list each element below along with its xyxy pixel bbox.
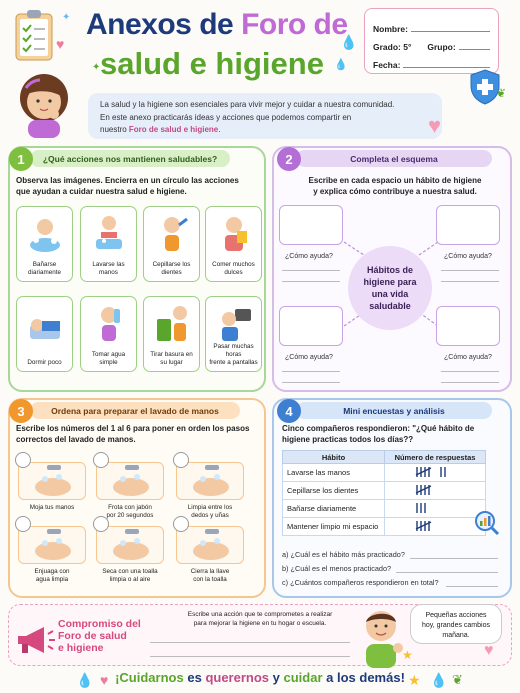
student-info-box: Nombre: Grado: 5° Grupo: Fecha:	[364, 8, 499, 74]
heart-icon: ♥	[484, 642, 494, 659]
magnifier-chart-icon	[474, 510, 500, 536]
wash-step-picture	[96, 526, 164, 564]
section3-number: 3	[9, 399, 33, 423]
drop-icon: 💧	[334, 59, 348, 71]
girl-thinking-illustration	[14, 70, 74, 138]
habit-picture	[217, 213, 251, 253]
habit-picture	[92, 213, 126, 253]
scheme-box-top-left[interactable]	[279, 205, 343, 245]
step-number-circle[interactable]	[15, 452, 31, 468]
tally-marks	[385, 500, 486, 518]
table-row: Mantener limpio mi espacio	[283, 518, 486, 536]
habit-picture	[155, 213, 189, 253]
section1-instructions: Observa las imágenes. Encierra en un círculo las acciones que ayudan a cuidar nuestra salud e higiene.	[16, 176, 239, 196]
habit-label: Comer muchos dulces	[212, 261, 255, 276]
section1-title: ¿Qué acciones nos mantienen saludables?	[30, 150, 230, 167]
sparkle-icon: ✦	[92, 62, 101, 73]
commitment-line[interactable]	[150, 642, 350, 643]
commitment-line[interactable]	[150, 656, 350, 657]
answer-line[interactable]	[441, 371, 499, 372]
table-row: Cepillarse los dientes	[283, 482, 486, 500]
habit-picture	[28, 303, 62, 343]
name-field[interactable]	[411, 31, 490, 32]
tally-marks	[385, 482, 486, 500]
step-number-circle[interactable]	[93, 452, 109, 468]
question-c: c) ¿Cuántos compañeros respondieron en total?	[282, 578, 439, 587]
scheme-question: ¿Cómo ayuda?	[285, 253, 333, 260]
habit-picture	[28, 213, 62, 253]
wash-step-picture	[18, 526, 86, 564]
sparkle-icon: ✦	[62, 12, 71, 23]
habit-label: Cepillarse los dientes	[152, 261, 191, 276]
table-row: Bañarse diariamente	[283, 500, 486, 518]
step-number-circle[interactable]	[173, 452, 189, 468]
scheme-center: Hábitos de higiene para una vida saludable	[348, 246, 432, 330]
boy-thumbs-up-illustration	[356, 606, 406, 668]
table-row: Lavarse las manos	[283, 464, 486, 482]
answer-line[interactable]	[396, 572, 498, 573]
habit-label: Dormir poco	[27, 359, 62, 366]
commitment-instructions: Escribe una acción que te comprometes a realizar para mejorar la higiene en tu hogar o escuela.	[187, 611, 333, 627]
section3-instructions: Escribe los números del 1 al 6 para poner en orden los pasos correctos del lavado de manos.	[16, 424, 250, 444]
footer-slogan: ¡Cuidarnos es querernos y cuidar a los demás!	[115, 670, 405, 685]
scheme-question: ¿Cómo ayuda?	[444, 253, 492, 260]
tally-marks	[385, 464, 486, 482]
habit-label: Lavarse las manos	[92, 261, 125, 276]
wash-step-picture	[176, 462, 244, 500]
section4-number: 4	[277, 399, 301, 423]
wash-step-label: Frota con jabón por 20 segundos	[106, 504, 154, 519]
wash-step-label: Limpia entre los dedos y uñas	[187, 504, 233, 519]
clipboard-icon	[14, 8, 56, 62]
scheme-box-top-right[interactable]	[436, 205, 500, 245]
habit-picture	[92, 303, 126, 343]
wash-step-label: Cierra la llave con la toalla	[190, 568, 230, 583]
page-subtitle: salud e higiene	[100, 46, 324, 81]
answer-line[interactable]	[441, 382, 499, 383]
habit-card[interactable]	[205, 296, 262, 372]
section1-number: 1	[9, 147, 33, 171]
section4-title: Mini encuestas y análisis	[296, 402, 492, 419]
wash-step-picture	[96, 462, 164, 500]
scheme-box-bottom-right[interactable]	[436, 306, 500, 346]
group-field[interactable]	[459, 49, 490, 50]
answer-line[interactable]	[282, 382, 340, 383]
section2-title: Completa el esquema	[296, 150, 492, 167]
scheme-question: ¿Cómo ayuda?	[444, 354, 492, 361]
leaf-icon: ❦	[496, 86, 507, 100]
habit-card[interactable]	[16, 296, 73, 372]
megaphone-icon	[14, 624, 56, 656]
habit-label: Tomar agua simple	[91, 351, 126, 366]
heart-icon: ♥	[100, 672, 109, 688]
habit-card[interactable]	[80, 206, 137, 282]
speech-bubble: Pequeñas acciones hoy, grandes cambios mañana.	[410, 604, 502, 644]
answer-line[interactable]	[441, 270, 499, 271]
habit-label: Bañarse diariamente	[28, 261, 61, 276]
drop-icon: 💧	[340, 34, 358, 50]
step-number-circle[interactable]	[173, 516, 189, 532]
question-a: a) ¿Cuál es el hábito más practicado?	[282, 550, 405, 559]
commitment-title: Compromiso del Foro de salud e higiene	[58, 618, 141, 654]
answer-line[interactable]	[441, 281, 499, 282]
habit-card[interactable]	[143, 296, 200, 372]
star-icon: ★	[402, 648, 413, 662]
step-number-circle[interactable]	[15, 516, 31, 532]
wash-step-label: Seca con una toalla limpia o al aire	[102, 568, 158, 583]
answer-line[interactable]	[282, 371, 340, 372]
habit-label: Pasar muchas horas frente a pantallas	[209, 343, 258, 366]
survey-table: Hábito Número de respuestas Lavarse las manos Cepillarse los dientes Bañarse diariamente Mantener limpio mi espacio	[282, 450, 486, 536]
habit-picture	[155, 303, 189, 343]
tally-marks	[385, 518, 486, 536]
drop-icon: 💧	[430, 672, 448, 688]
step-number-circle[interactable]	[93, 516, 109, 532]
habit-label: Tirar basura en su lugar	[150, 351, 193, 366]
habit-picture	[217, 303, 251, 343]
section2-instructions: Escribe en cada espacio un hábito de higiene y explica cómo contribuye a nuestra salud.	[308, 176, 482, 196]
answer-line[interactable]	[282, 270, 340, 271]
section3-title: Ordena para preparar el lavado de manos	[30, 402, 240, 419]
wash-step-picture	[176, 526, 244, 564]
drop-icon: 💧	[76, 672, 94, 688]
habit-card[interactable]	[143, 206, 200, 282]
intro-box: La salud y la higiene son esenciales para vivir mejor y cuidar a nuestra comunidad. En este anexo practicarás ideas y acciones que podemos compartir en nuestro Foro de salud e higiene.	[88, 93, 442, 139]
answer-line[interactable]	[282, 281, 340, 282]
page-title: Anexos de Foro de	[86, 8, 348, 41]
wash-step-label: Moja tus manos	[29, 504, 75, 511]
habit-card[interactable]	[16, 206, 73, 282]
habit-card[interactable]	[205, 206, 262, 282]
heart-icon: ♥	[428, 113, 442, 138]
leaf-icon: ❦	[452, 672, 463, 687]
scheme-question: ¿Cómo ayuda?	[285, 354, 333, 361]
wash-step-label: Enjuaga con agua limpia	[34, 568, 70, 583]
answer-line[interactable]	[446, 586, 498, 587]
section2-number: 2	[277, 147, 301, 171]
section4-intro: Cinco compañeros respondieron: "¿Qué hábito de higiene practicas todos los días??	[282, 424, 475, 444]
habit-card[interactable]	[80, 296, 137, 372]
star-icon: ★	[408, 672, 421, 688]
answer-line[interactable]	[410, 558, 498, 559]
scheme-box-bottom-left[interactable]	[279, 306, 343, 346]
heart-icon: ♥	[56, 36, 65, 52]
question-b: b) ¿Cuál es el menos practicado?	[282, 564, 392, 573]
wash-step-picture	[18, 462, 86, 500]
